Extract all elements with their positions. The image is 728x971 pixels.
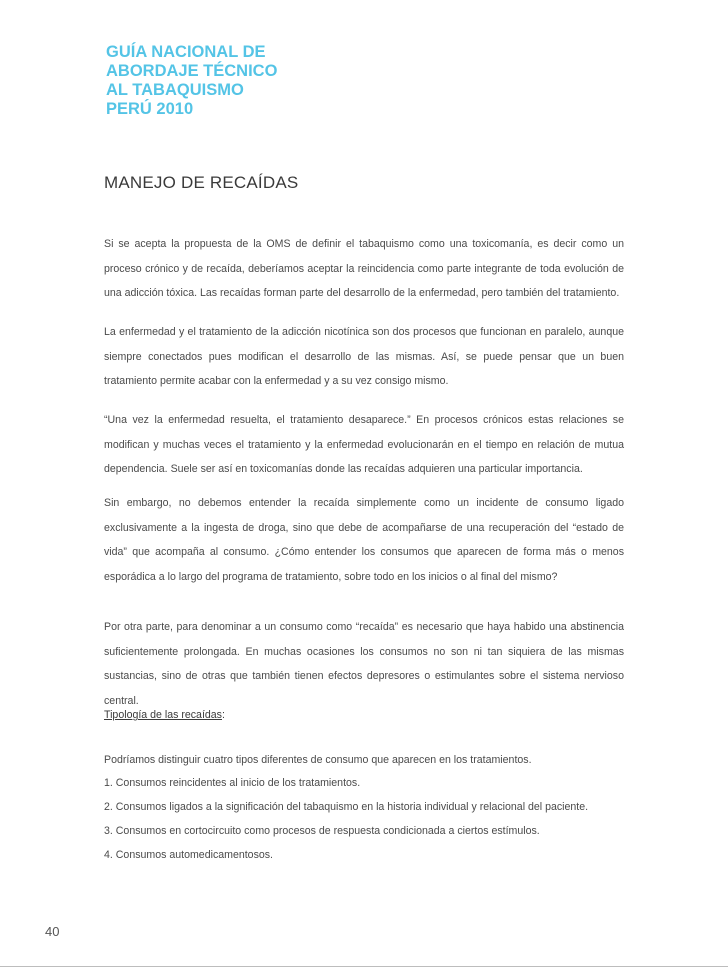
recaidas-list — [104, 771, 588, 867]
paragraph: Por otra parte, para denominar a un consumo como “recaída” es necesario que haya habido una abstinencia suficientemente prolongada. En muchas ocasiones los consumos no son ni tan siquiera de las mismas sustancias, sino de otras que también tienen efectos depresores o estimulantes sobre el sistema nervioso central. — [104, 621, 624, 707]
list-intro: Podríamos distinguir cuatro tipos diferentes de consumo que aparecen en los tratamientos. — [104, 754, 532, 766]
header-line: GUÍA NACIONAL DE — [106, 43, 266, 61]
section-title: MANEJO DE RECAÍDAS — [104, 173, 299, 192]
paragraph: Sin embargo, no debemos entender la recaída simplemente como un incidente de consumo ligado exclusivamente a la ingesta de droga, sino que debe de acompañarse de una recuperación del “estado de vida” que acompaña al consumo. ¿Cómo entender los consumos que aparecen de forma más o menos esporádica a lo largo del programa de tratamiento, sobre todo en los inicios o al final del mismo? — [104, 497, 624, 583]
list-item: 1. Consumos reincidentes al inicio de los tratamientos. — [104, 777, 361, 789]
paragraph: “Una vez la enfermedad resuelta, el tratamiento desaparece.” En procesos crónicos estas relaciones se modifican y muchas veces el tratamiento y la enfermedad evolucionarán en el tiempo en relación de mutua dependencia. Suele ser así en toxicomanías donde las recaídas adquieren una particular importancia. — [104, 414, 624, 475]
subheading-suffix: : — [221, 709, 225, 721]
header-line: AL TABAQUISMO — [106, 81, 244, 99]
footer-divider — [0, 966, 728, 967]
subheading-text: Tipología de las recaídas — [104, 709, 222, 721]
subheading — [104, 705, 225, 725]
paragraph: La enfermedad y el tratamiento de la adicción nicotínica son dos procesos que funcionan en paralelo, aunque siempre conectados pues modifican el desarrollo de las mismas. Así, se puede pensar que un buen tratamiento permite acabar con la enfermedad y a su vez consigo mismo. — [104, 326, 624, 387]
list-item: 3. Consumos en cortocircuito como procesos de respuesta condicionada a ciertos estímulos. — [104, 825, 540, 837]
header-line: PERÚ 2010 — [106, 100, 194, 118]
page-number: 40 — [45, 924, 60, 939]
header-line: ABORDAJE TÉCNICO — [106, 62, 278, 80]
list-item: 2. Consumos ligados a la significación del tabaquismo en la historia individual y relacional del paciente. — [104, 801, 589, 813]
paragraph: Si se acepta la propuesta de la OMS de definir el tabaquismo como una toxicomanía, es decir como un proceso crónico y de recaída, deberíamos aceptar la reincidencia como parte integrante de toda evolución de una adicción tóxica. Las recaídas forman parte del desarrollo de la enfermedad, pero también del tratamiento. — [104, 238, 624, 299]
list-item: 4. Consumos automedicamentosos. — [104, 849, 273, 861]
document-header — [106, 43, 277, 119]
